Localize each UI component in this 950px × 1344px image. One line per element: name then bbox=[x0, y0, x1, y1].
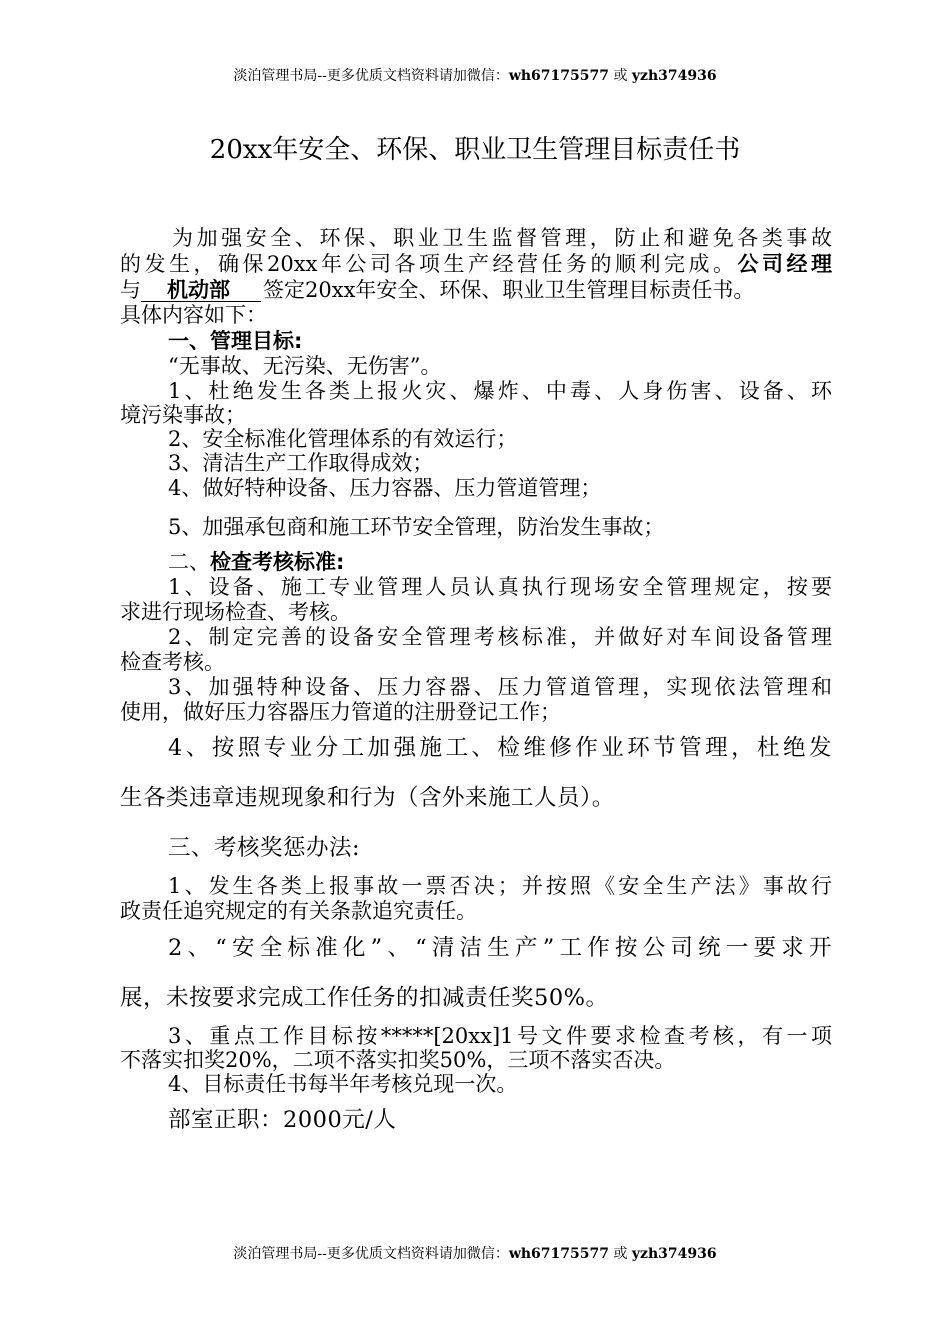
intro-line-2 bbox=[120, 250, 832, 278]
intro-line-4: 具体内容如下： bbox=[120, 303, 267, 327]
intro-signer: 公司经理 bbox=[737, 252, 833, 276]
section-1-item-2: 2、安全标准化管理体系的有效运行； bbox=[168, 427, 518, 451]
footer-wechat-id-1: wh67175577 bbox=[508, 1246, 609, 1262]
section-1-item-3: 3、清洁生产工作取得成效； bbox=[168, 451, 434, 475]
section-2-item-3-line-2: 使用，做好压力容器压力管道的注册登记工作； bbox=[120, 700, 561, 724]
section-2-item-1-line-2: 求进行现场检查、考核。 bbox=[120, 600, 351, 624]
section-2-item-4-line-2: 生各类违章违规现象和行为（含外来施工人员）。 bbox=[120, 785, 615, 811]
section-3-item-4: 4、目标责任书每半年考核兑现一次。 bbox=[168, 1072, 518, 1096]
section-1-heading: 一、管理目标: bbox=[168, 329, 303, 353]
section-1-item-4: 4、做好特种设备、压力容器、压力管道管理； bbox=[168, 476, 602, 500]
page-header bbox=[0, 66, 950, 86]
section-2-item-1-line-1: 1、设备、施工专业管理人员认真执行现场安全管理规定，按要 bbox=[168, 575, 832, 599]
reward-amount: 部室正职：2000元/人 bbox=[168, 1107, 397, 1133]
intro-line-3-prefix: 与 bbox=[120, 278, 141, 302]
document-title: 20xx年安全、环保、职业卫生管理目标责任书 bbox=[209, 135, 741, 165]
section-2-item-4-line-1: 4、按照专业分工加强施工、检维修作业环节管理，杜绝发 bbox=[168, 735, 832, 761]
footer-wechat-id-2: yzh374936 bbox=[631, 1246, 717, 1262]
intro-department: 机动部 bbox=[141, 279, 261, 302]
section-2-heading bbox=[168, 548, 880, 576]
section-3-heading: 三、考核奖惩办法: bbox=[168, 835, 361, 861]
page-footer bbox=[0, 1244, 950, 1264]
section-2-heading-number: 二、 bbox=[168, 550, 210, 574]
section-1-item-1-line-2: 境污染事故； bbox=[120, 403, 246, 427]
section-2-item-2-line-1: 2、制定完善的设备安全管理考核标准，并做好对车间设备管理 bbox=[168, 625, 832, 649]
section-1-motto: “无事故、无污染、无伤害”。 bbox=[168, 354, 442, 378]
section-3-item-3-line-1: 3、重点工作目标按*****[20xx]1号文件要求检查考核，有一项 bbox=[168, 1024, 832, 1048]
section-3-item-2-line-1: 2、“安全标准化”、“清洁生产”工作按公司统一要求开 bbox=[168, 935, 832, 961]
section-2-heading-title: 检查考核标准: bbox=[210, 550, 345, 574]
section-3-item-3-line-2: 不落实扣奖20%，二项不落实扣奖50%，三项不落实否决。 bbox=[120, 1048, 676, 1072]
section-3-item-1-line-1: 1、发生各类上报事故一票否决；并按照《安全生产法》事故行 bbox=[168, 874, 832, 898]
section-1-item-1-line-1: 1、杜绝发生各类上报火灾、爆炸、中毒、人身伤害、设备、环 bbox=[168, 379, 832, 403]
intro-line-3-text: 签定20xx年安全、环保、职业卫生管理目标责任书。 bbox=[263, 278, 755, 302]
footer-or: 或 bbox=[609, 1246, 632, 1262]
intro-line-1: 为加强安全、环保、职业卫生监督管理，防止和避免各类事故 bbox=[172, 226, 832, 250]
section-3-item-1-line-2: 政责任追究规定的有关条款追究责任。 bbox=[120, 899, 477, 923]
footer-text: 淡泊管理书局--更多优质文档资料请加微信： bbox=[233, 1246, 509, 1262]
header-wechat-id-2: yzh374936 bbox=[631, 68, 717, 84]
header-wechat-id-1: wh67175577 bbox=[508, 68, 609, 84]
section-2-item-3-line-1: 3、加强特种设备、压力容器、压力管道管理，实现依法管理和 bbox=[168, 675, 832, 699]
header-text: 淡泊管理书局--更多优质文档资料请加微信： bbox=[233, 68, 509, 84]
section-1-item-5: 5、加强承包商和施工环节安全管理，防治发生事故； bbox=[168, 515, 665, 539]
header-or: 或 bbox=[609, 68, 632, 84]
intro-line-2-text: 的发生，确保20xx年公司各项生产经营任务的顺利完成。 bbox=[120, 252, 738, 276]
intro-line-3 bbox=[120, 276, 832, 304]
section-2-item-2-line-2: 检查考核。 bbox=[120, 650, 225, 674]
section-3-item-2-line-2: 展，未按要求完成工作任务的扣减责任奖50%。 bbox=[120, 985, 609, 1011]
